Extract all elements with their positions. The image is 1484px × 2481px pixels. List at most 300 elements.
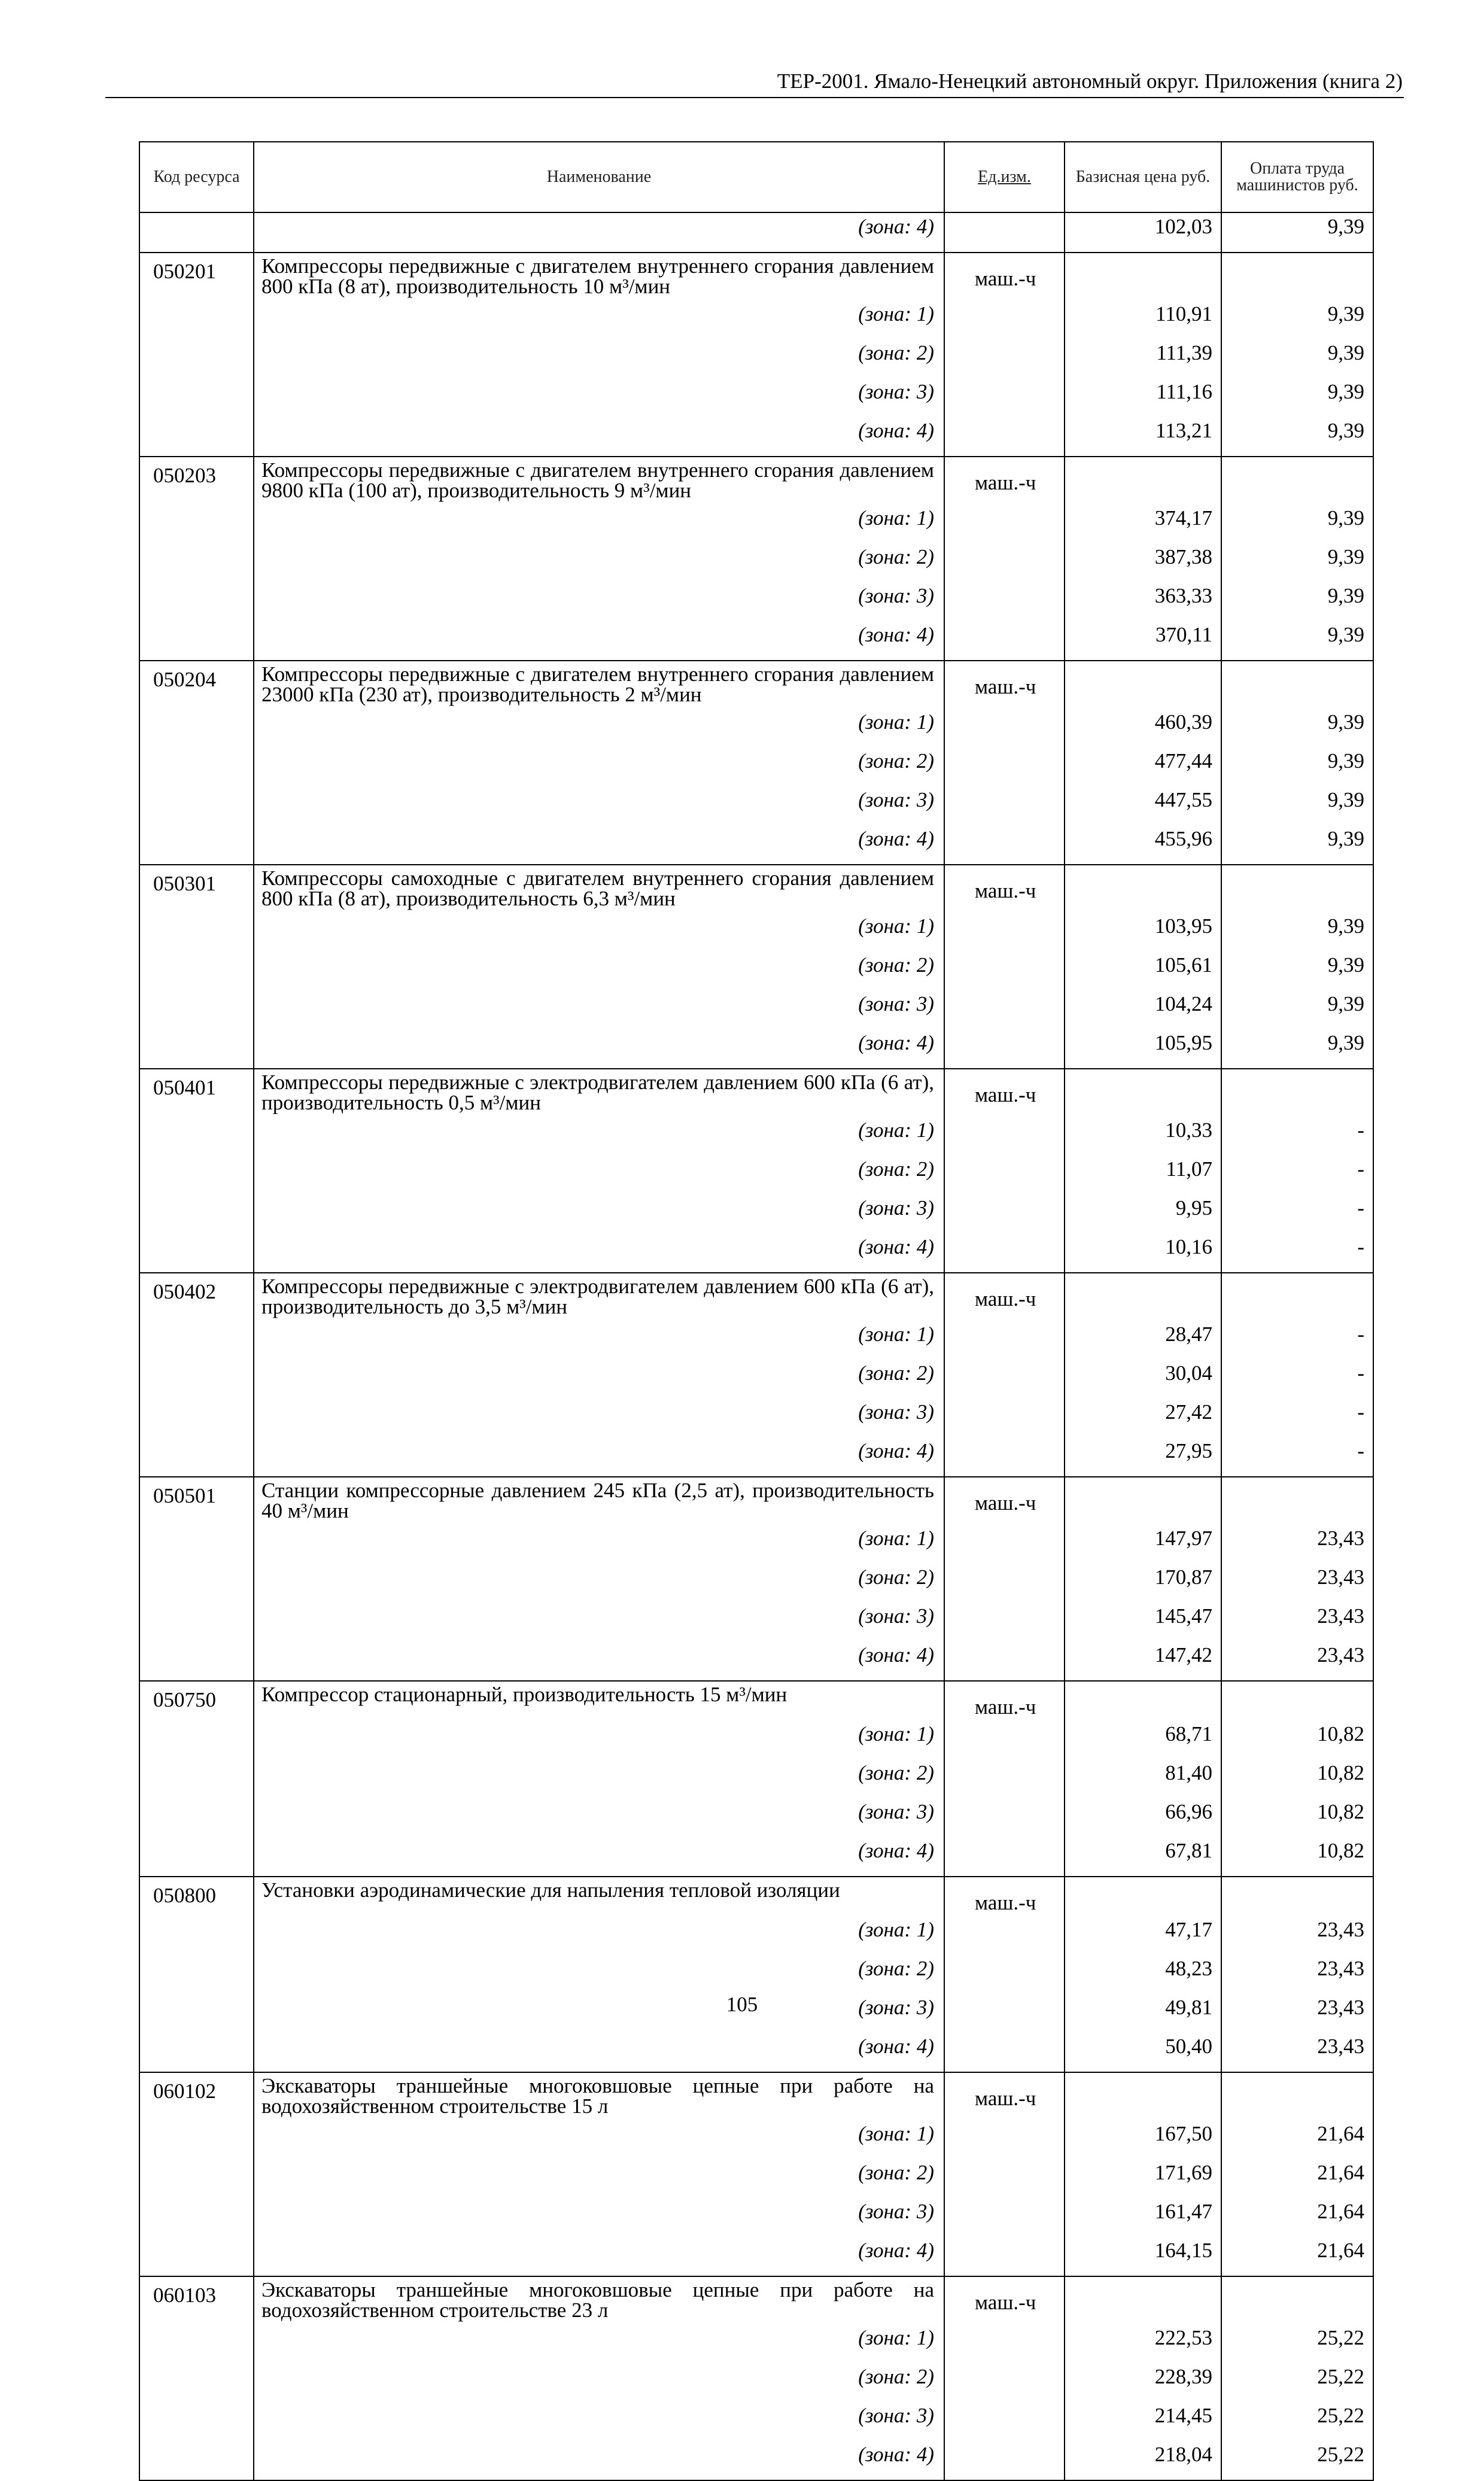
resource-code-cell [139, 1156, 254, 1194]
zone-label: (зона: 3) [254, 1798, 944, 1837]
wage-cell: - [1221, 1117, 1373, 1156]
zone-row [139, 300, 1373, 339]
zone-row [139, 709, 1373, 747]
zone-label: (зона: 4) [254, 1837, 944, 1877]
price-cell: 460,39 [1065, 709, 1221, 747]
price-cell: 363,33 [1065, 582, 1221, 621]
zone-label: (зона: 3) [254, 2402, 944, 2441]
carryover-row [139, 212, 1373, 253]
zone-label: (зона: 2) [254, 1360, 944, 1398]
wage-cell: 9,39 [1221, 543, 1373, 582]
zone-label: (зона: 1) [254, 709, 944, 747]
col-header-name: Наименование [254, 142, 944, 212]
table-body [139, 212, 1373, 2480]
zone-label: (зона: 3) [254, 2198, 944, 2237]
unit-cell [944, 300, 1065, 339]
price-cell: 11,07 [1065, 1156, 1221, 1194]
zone-label: (зона: 2) [254, 951, 944, 990]
resource-code-cell [139, 786, 254, 825]
price-cell: 145,47 [1065, 1603, 1221, 1641]
unit-cell [944, 1233, 1065, 1273]
price-cell: 27,95 [1065, 1437, 1221, 1477]
zone-row [139, 1398, 1373, 1437]
wage-cell: 9,39 [1221, 951, 1373, 990]
unit-cell [944, 212, 1065, 253]
price-cell: 228,39 [1065, 2363, 1221, 2402]
price-cell: 9,95 [1065, 1194, 1221, 1233]
unit-cell [944, 339, 1065, 378]
wage-cell: - [1221, 1156, 1373, 1194]
zone-row [139, 1156, 1373, 1194]
zone-label: (зона: 1) [254, 2120, 944, 2159]
resource-code-cell [139, 417, 254, 457]
price-cell: 222,53 [1065, 2324, 1221, 2363]
price-cell: 147,97 [1065, 1525, 1221, 1564]
zone-label: (зона: 1) [254, 913, 944, 951]
resource-code: 050750 [139, 1681, 254, 1720]
zone-row [139, 786, 1373, 825]
zone-row [139, 2120, 1373, 2159]
resource-unit: маш.-ч [944, 457, 1065, 504]
zone-label: (зона: 1) [254, 1525, 944, 1564]
resource-code: 050203 [139, 457, 254, 504]
zone-label: (зона: 1) [254, 2324, 944, 2363]
price-cell: 10,16 [1065, 1233, 1221, 1273]
wage-cell: 9,39 [1221, 786, 1373, 825]
zone-row [139, 2324, 1373, 2363]
resource-code: 060103 [139, 2276, 254, 2324]
wage-cell: 9,39 [1221, 747, 1373, 786]
unit-cell [944, 1641, 1065, 1681]
wage-cell [1221, 2276, 1373, 2324]
zone-label: (зона: 2) [254, 1955, 944, 1994]
unit-cell [944, 786, 1065, 825]
unit-cell [944, 1720, 1065, 1759]
price-cell: 10,33 [1065, 1117, 1221, 1156]
wage-cell: 23,43 [1221, 1641, 1373, 1681]
unit-cell [944, 1955, 1065, 1994]
wage-cell: 9,39 [1221, 417, 1373, 457]
resource-row [139, 1681, 1373, 1720]
price-cell: 110,91 [1065, 300, 1221, 339]
resource-code: 050501 [139, 1477, 254, 1525]
wage-cell: 9,39 [1221, 339, 1373, 378]
unit-cell [944, 1360, 1065, 1398]
zone-label: (зона: 1) [254, 504, 944, 543]
zone-row [139, 1233, 1373, 1273]
price-cell: 111,39 [1065, 339, 1221, 378]
price-cell: 164,15 [1065, 2237, 1221, 2276]
unit-cell [944, 913, 1065, 951]
price-cell: 455,96 [1065, 825, 1221, 865]
wage-cell [1221, 1877, 1373, 1916]
col-header-price: Базисная цена руб. [1065, 142, 1221, 212]
page-number: 105 [726, 1993, 758, 2016]
resource-code: 050402 [139, 1273, 254, 1321]
wage-cell [1221, 457, 1373, 504]
zone-row [139, 1641, 1373, 1681]
unit-cell [944, 2237, 1065, 2276]
price-cell [1065, 1273, 1221, 1321]
resource-unit: маш.-ч [944, 1069, 1065, 1117]
unit-cell [944, 582, 1065, 621]
unit-cell [944, 2363, 1065, 2402]
price-cell: 104,24 [1065, 990, 1221, 1029]
price-cell: 81,40 [1065, 1759, 1221, 1798]
price-cell [1065, 2072, 1221, 2120]
resource-code-cell [139, 378, 254, 417]
wage-cell: 23,43 [1221, 2033, 1373, 2072]
wage-cell: 9,39 [1221, 990, 1373, 1029]
zone-label: (зона: 2) [254, 339, 944, 378]
wage-cell [1221, 253, 1373, 300]
resource-code-cell [139, 1564, 254, 1603]
wage-cell: 25,22 [1221, 2402, 1373, 2441]
wage-cell: 9,39 [1221, 1029, 1373, 1069]
wage-cell: - [1221, 1360, 1373, 1398]
zone-row [139, 1437, 1373, 1477]
resource-row [139, 865, 1373, 913]
zone-row [139, 417, 1373, 457]
price-cell: 147,42 [1065, 1641, 1221, 1681]
wage-cell: - [1221, 1398, 1373, 1437]
unit-cell [944, 1837, 1065, 1877]
price-cell: 370,11 [1065, 621, 1221, 661]
resource-description: Станции компрессорные давлением 245 кПа (2,5 ат), производительность 40 м³/мин [254, 1477, 944, 1525]
wage-cell [1221, 2072, 1373, 2120]
resource-code-cell [139, 1720, 254, 1759]
wage-cell [1221, 661, 1373, 709]
unit-cell [944, 2120, 1065, 2159]
zone-label: (зона: 2) [254, 2159, 944, 2198]
price-cell: 477,44 [1065, 747, 1221, 786]
zone-label: (зона: 3) [254, 1398, 944, 1437]
wage-cell: - [1221, 1233, 1373, 1273]
zone-row [139, 1029, 1373, 1069]
zone-row [139, 582, 1373, 621]
unit-cell [944, 951, 1065, 990]
price-cell: 447,55 [1065, 786, 1221, 825]
zone-label: (зона: 4) [254, 1437, 944, 1477]
zone-label: (зона: 4) [254, 1233, 944, 1273]
resource-row [139, 2072, 1373, 2120]
running-header [105, 67, 1404, 98]
price-cell [1065, 1681, 1221, 1720]
zone-row [139, 1759, 1373, 1798]
price-cell: 102,03 [1065, 212, 1221, 253]
resource-row [139, 1477, 1373, 1525]
zone-row [139, 1321, 1373, 1360]
resource-code-cell [139, 913, 254, 951]
zone-row [139, 2033, 1373, 2072]
zone-row [139, 2363, 1373, 2402]
zone-label: (зона: 4) [254, 621, 944, 661]
resource-code-cell [139, 2198, 254, 2237]
header-title: ТЕР-2001. Ямало-Ненецкий автономный округ. Приложения (книга 2) [777, 69, 1403, 93]
wage-cell: 25,22 [1221, 2441, 1373, 2480]
resource-row [139, 1273, 1373, 1321]
wage-cell: 9,39 [1221, 212, 1373, 253]
resource-unit: маш.-ч [944, 1681, 1065, 1720]
resource-code-cell [139, 747, 254, 786]
resource-row [139, 457, 1373, 504]
unit-cell [944, 2324, 1065, 2363]
resource-code: 050800 [139, 1877, 254, 1916]
wage-cell: 9,39 [1221, 709, 1373, 747]
resource-code-cell [139, 1759, 254, 1798]
wage-cell: 21,64 [1221, 2159, 1373, 2198]
zone-label: (зона: 2) [254, 543, 944, 582]
resource-code-cell [139, 1233, 254, 1273]
unit-cell [944, 1564, 1065, 1603]
price-cell: 218,04 [1065, 2441, 1221, 2480]
unit-cell [944, 2198, 1065, 2237]
wage-cell [1221, 1681, 1373, 1720]
resource-code-cell [139, 339, 254, 378]
price-cell: 30,04 [1065, 1360, 1221, 1398]
zone-row [139, 1798, 1373, 1837]
zone-row [139, 1525, 1373, 1564]
wage-cell: 9,39 [1221, 913, 1373, 951]
wage-cell: 9,39 [1221, 378, 1373, 417]
unit-cell [944, 1525, 1065, 1564]
resource-unit: маш.-ч [944, 2276, 1065, 2324]
resource-description: Компрессоры передвижные с электродвигателем давлением 600 кПа (6 ат), производительность 0,5 м³/мин [254, 1069, 944, 1117]
price-cell [1065, 1069, 1221, 1117]
wage-cell: 21,64 [1221, 2120, 1373, 2159]
price-cell: 49,81 [1065, 1994, 1221, 2033]
resource-unit: маш.-ч [944, 1477, 1065, 1525]
price-cell: 214,45 [1065, 2402, 1221, 2441]
unit-cell [944, 621, 1065, 661]
resource-code-cell [139, 1798, 254, 1837]
price-cell: 48,23 [1065, 1955, 1221, 1994]
resource-code-cell [139, 1603, 254, 1641]
zone-row [139, 2402, 1373, 2441]
resource-unit: маш.-ч [944, 661, 1065, 709]
zone-label: (зона: 2) [254, 1156, 944, 1194]
resource-unit: маш.-ч [944, 253, 1065, 300]
resource-description: Компрессоры самоходные с двигателем внутреннего сгорания давлением 800 кПа (8 ат), производительность 6,3 м³/мин [254, 865, 944, 913]
wage-cell: 10,82 [1221, 1759, 1373, 1798]
resource-code-cell [139, 1837, 254, 1877]
zone-label: (зона: 2) [254, 2363, 944, 2402]
zone-label: (зона: 4) [254, 417, 944, 457]
col-header-wage: Оплата труда машинистов руб. [1221, 142, 1373, 212]
resource-row [139, 1877, 1373, 1916]
unit-cell [944, 1798, 1065, 1837]
resource-description: Компрессоры передвижные с двигателем внутреннего сгорания давлением 800 кПа (8 ат), производительность 10 м³/мин [254, 253, 944, 300]
zone-row [139, 913, 1373, 951]
wage-cell: 9,39 [1221, 825, 1373, 865]
unit-cell [944, 504, 1065, 543]
price-cell: 167,50 [1065, 2120, 1221, 2159]
price-cell: 111,16 [1065, 378, 1221, 417]
price-cell: 105,61 [1065, 951, 1221, 990]
resource-code-cell [139, 621, 254, 661]
price-cell: 67,81 [1065, 1837, 1221, 1877]
wage-cell [1221, 1477, 1373, 1525]
resource-description: Компрессоры передвижные с двигателем внутреннего сгорания давлением 23000 кПа (230 ат), производительность 2 м³/мин [254, 661, 944, 709]
wage-cell: - [1221, 1194, 1373, 1233]
price-cell [1065, 2276, 1221, 2324]
zone-label: (зона: 1) [254, 1720, 944, 1759]
resource-description: Компрессоры передвижные с двигателем внутреннего сгорания давлением 9800 кПа (100 ат), производительность 9 м³/мин [254, 457, 944, 504]
unit-cell [944, 417, 1065, 457]
price-cell: 105,95 [1065, 1029, 1221, 1069]
zone-label: (зона: 1) [254, 1117, 944, 1156]
resource-code-cell [139, 951, 254, 990]
unit-cell [944, 709, 1065, 747]
zone-label: (зона: 2) [254, 1564, 944, 1603]
unit-cell [944, 1603, 1065, 1641]
zone-label: (зона: 3) [254, 582, 944, 621]
price-cell: 68,71 [1065, 1720, 1221, 1759]
unit-cell [944, 2441, 1065, 2480]
zone-row [139, 339, 1373, 378]
zone-row [139, 1194, 1373, 1233]
resource-description: Компрессор стационарный, производительность 15 м³/мин [254, 1681, 944, 1720]
zone-row [139, 1117, 1373, 1156]
unit-cell [944, 1029, 1065, 1069]
resource-code-cell [139, 1194, 254, 1233]
resource-description: Установки аэродинамические для напыления тепловой изоляции [254, 1877, 944, 1916]
zone-row [139, 951, 1373, 990]
zone-row [139, 504, 1373, 543]
zone-row [139, 378, 1373, 417]
resource-unit: маш.-ч [944, 865, 1065, 913]
zone-label: (зона: 4) [254, 212, 944, 253]
resource-description: Экскаваторы траншейные многоковшовые цепные при работе на водохозяйственном строительстве 23 л [254, 2276, 944, 2324]
wage-cell: 21,64 [1221, 2237, 1373, 2276]
wage-cell: 10,82 [1221, 1798, 1373, 1837]
resource-code-cell [139, 1437, 254, 1477]
price-cell: 50,40 [1065, 2033, 1221, 2072]
unit-cell [944, 1437, 1065, 1477]
resource-description: Компрессоры передвижные с электродвигателем давлением 600 кПа (6 ат), производительность до 3,5 м³/мин [254, 1273, 944, 1321]
unit-cell [944, 825, 1065, 865]
resource-code-cell [139, 1398, 254, 1437]
zone-row [139, 1916, 1373, 1955]
wage-cell: 23,43 [1221, 1525, 1373, 1564]
unit-cell [944, 543, 1065, 582]
unit-cell [944, 1194, 1065, 1233]
zone-label: (зона: 3) [254, 786, 944, 825]
resource-code: 050204 [139, 661, 254, 709]
price-cell [1065, 457, 1221, 504]
price-cell: 171,69 [1065, 2159, 1221, 2198]
price-cell [1065, 253, 1221, 300]
unit-cell [944, 1398, 1065, 1437]
price-cell: 387,38 [1065, 543, 1221, 582]
zone-row [139, 2159, 1373, 2198]
zone-label: (зона: 3) [254, 1194, 944, 1233]
resource-unit: маш.-ч [944, 1273, 1065, 1321]
resource-code-cell [139, 2441, 254, 2480]
resource-description: Экскаваторы траншейные многоковшовые цепные при работе на водохозяйственном строительстве 15 л [254, 2072, 944, 2120]
unit-cell [944, 1916, 1065, 1955]
wage-cell: 23,43 [1221, 1916, 1373, 1955]
resource-code-cell [139, 1360, 254, 1398]
zone-row [139, 1955, 1373, 1994]
zone-row [139, 825, 1373, 865]
table-header-row [139, 142, 1373, 212]
zone-label: (зона: 3) [254, 1994, 944, 2033]
wage-cell [1221, 865, 1373, 913]
zone-row [139, 543, 1373, 582]
resource-code-cell [139, 2120, 254, 2159]
price-cell [1065, 865, 1221, 913]
resource-code-cell [139, 2033, 254, 2072]
zone-row [139, 1720, 1373, 1759]
zone-row [139, 1603, 1373, 1641]
zone-row [139, 621, 1373, 661]
zone-label: (зона: 1) [254, 1321, 944, 1360]
price-cell: 47,17 [1065, 1916, 1221, 1955]
price-cell [1065, 661, 1221, 709]
zone-row [139, 2237, 1373, 2276]
zone-row [139, 747, 1373, 786]
unit-cell [944, 1321, 1065, 1360]
zone-label: (зона: 4) [254, 2033, 944, 2072]
resource-code-cell [139, 212, 254, 253]
zone-label: (зона: 1) [254, 300, 944, 339]
resource-code-cell [139, 2159, 254, 2198]
resource-code-cell [139, 2402, 254, 2441]
zone-label: (зона: 4) [254, 2441, 944, 2480]
price-cell: 103,95 [1065, 913, 1221, 951]
unit-cell [944, 2402, 1065, 2441]
wage-cell: 21,64 [1221, 2198, 1373, 2237]
zone-label: (зона: 4) [254, 1641, 944, 1681]
wage-cell [1221, 1273, 1373, 1321]
resource-code-cell [139, 1916, 254, 1955]
unit-cell [944, 1156, 1065, 1194]
unit-cell [944, 2159, 1065, 2198]
col-header-code: Код ресурса [139, 142, 254, 212]
price-cell: 170,87 [1065, 1564, 1221, 1603]
zone-label: (зона: 4) [254, 2237, 944, 2276]
zone-row [139, 990, 1373, 1029]
wage-cell: 25,22 [1221, 2324, 1373, 2363]
resource-row [139, 1069, 1373, 1117]
resource-code-cell [139, 1525, 254, 1564]
resource-code-cell [139, 990, 254, 1029]
zone-row [139, 1837, 1373, 1877]
zone-label: (зона: 3) [254, 990, 944, 1029]
wage-cell: 9,39 [1221, 582, 1373, 621]
price-cell: 27,42 [1065, 1398, 1221, 1437]
price-cell: 161,47 [1065, 2198, 1221, 2237]
wage-cell: - [1221, 1321, 1373, 1360]
resource-code-cell [139, 1641, 254, 1681]
price-cell [1065, 1877, 1221, 1916]
price-cell: 28,47 [1065, 1321, 1221, 1360]
resource-code: 050201 [139, 253, 254, 300]
zone-label: (зона: 2) [254, 747, 944, 786]
resource-code-cell [139, 709, 254, 747]
resource-code: 050301 [139, 865, 254, 913]
zone-row [139, 1360, 1373, 1398]
resource-unit: маш.-ч [944, 1877, 1065, 1916]
price-cell: 113,21 [1065, 417, 1221, 457]
resource-code-cell [139, 2237, 254, 2276]
unit-cell [944, 2033, 1065, 2072]
price-cell: 66,96 [1065, 1798, 1221, 1837]
unit-cell [944, 378, 1065, 417]
resource-row [139, 253, 1373, 300]
resource-unit: маш.-ч [944, 2072, 1065, 2120]
